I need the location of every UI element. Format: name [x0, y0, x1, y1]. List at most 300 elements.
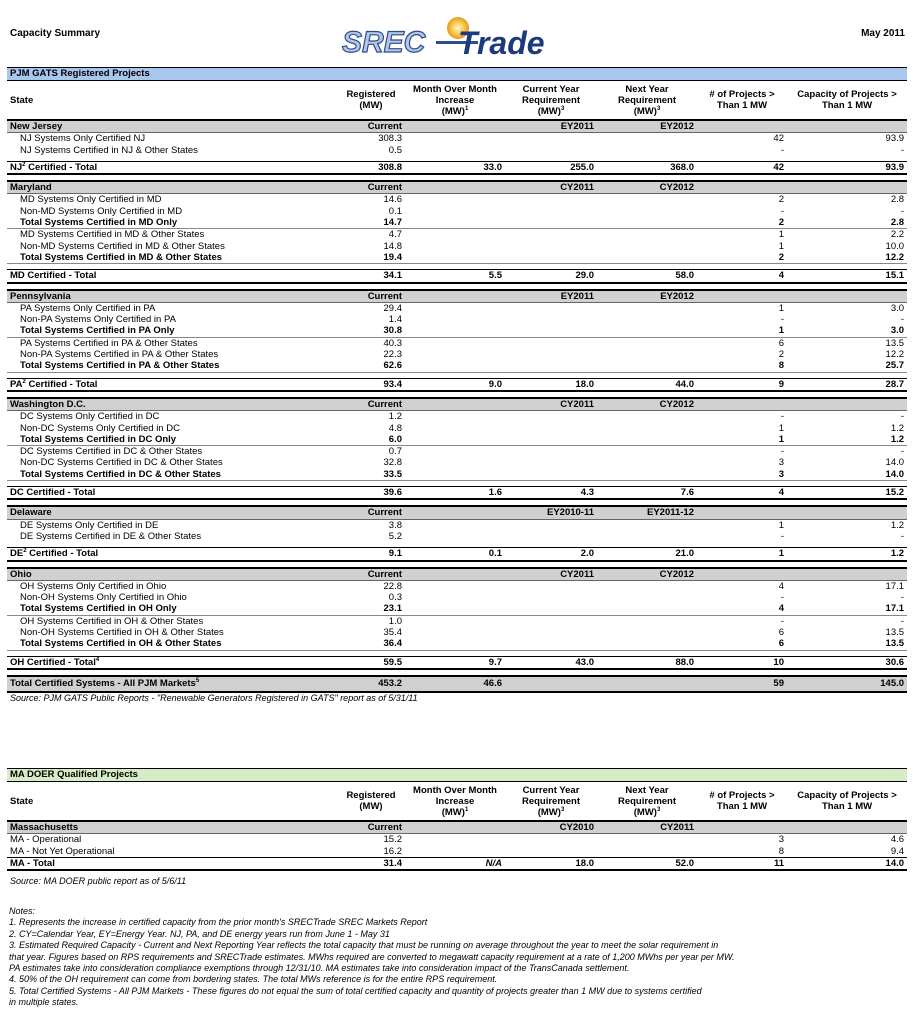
state-header-row — [7, 821, 907, 834]
row-label: Non-MD Systems Certified in MD & Other States — [20, 240, 225, 252]
state-col-blank — [405, 181, 505, 194]
table-row — [7, 846, 907, 858]
state-header-row — [7, 181, 907, 194]
table-row — [7, 302, 907, 314]
table-row — [7, 615, 907, 627]
svg-text:Trade: Trade — [458, 25, 545, 61]
table-row — [7, 627, 907, 638]
notes-section — [9, 906, 904, 1009]
row-num-projects: 2 — [697, 252, 787, 264]
row-num-projects: 1 — [697, 325, 787, 337]
row-current-year — [505, 302, 597, 314]
row-month-over-month — [405, 145, 505, 156]
total-capacity-projects: 14.0 — [787, 857, 907, 870]
grand-total-registered: 453.2 — [337, 676, 405, 692]
state-total-label: $PA^2$ Certified - Total — [7, 378, 337, 391]
row-next-year — [597, 434, 697, 446]
grand-total-capacity-projects: 145.0 — [787, 676, 907, 692]
row-capacity-projects: - — [900, 411, 905, 423]
col-num-projects: # of Projects > Than 1 MW — [697, 782, 787, 822]
table-row — [7, 834, 907, 846]
row-label: MD Systems Certified in MD & Other States — [20, 229, 205, 241]
row-label: Total Systems Certified in MD Only — [7, 217, 337, 229]
row-num-projects: 6 — [778, 626, 784, 638]
state-col-blank — [787, 568, 907, 581]
table-row — [7, 337, 907, 349]
total-next-year: 88.0 — [597, 656, 697, 669]
row-label: DC Systems Certified in DC & Other States — [20, 446, 203, 458]
svg-text:SREC: SREC — [342, 26, 426, 59]
row-registered: 0.3 — [388, 592, 402, 604]
row-num-projects: - — [780, 615, 784, 627]
row-num-projects: 2 — [778, 194, 784, 206]
total-capacity-projects: 15.1 — [787, 270, 907, 283]
state-header-row — [7, 398, 907, 411]
row-registered: 1.2 — [388, 411, 402, 423]
row-month-over-month — [405, 592, 505, 603]
row-label: Non-DC Systems Certified in DC & Other States — [20, 457, 223, 469]
state-col-next-year: CY2011 — [597, 821, 697, 834]
col-next-year: Next Year Requirement (MW)$^3$ — [597, 782, 697, 822]
total-capacity-projects: 15.2 — [787, 487, 907, 500]
total-registered: 34.1 — [337, 270, 405, 283]
row-next-year — [597, 145, 697, 156]
row-next-year — [597, 519, 697, 531]
column-header-row — [7, 782, 907, 822]
total-next-year: 7.6 — [597, 487, 697, 500]
row-blank — [505, 846, 597, 858]
row-label: Total Systems Certified in PA Only — [7, 325, 337, 337]
total-next-year: 368.0 — [597, 161, 697, 174]
row-current-year — [505, 580, 597, 592]
total-num-projects: 10 — [697, 656, 787, 669]
row-num-projects: 1 — [778, 240, 784, 252]
row-label: Non-PA Systems Only Certified in PA — [20, 314, 176, 326]
row-num-projects: - — [780, 530, 784, 542]
spacer-row — [7, 283, 907, 290]
total-num-projects: 42 — [697, 161, 787, 174]
row-num-projects: 1 — [778, 519, 784, 531]
state-total-row — [7, 857, 907, 870]
total-current-year: 4.3 — [505, 487, 597, 500]
row-registered: 23.1 — [337, 603, 405, 615]
row-capacity-projects: - — [900, 615, 905, 627]
source-row — [7, 692, 907, 704]
total-registered: 59.5 — [337, 656, 405, 669]
section-title — [7, 769, 907, 782]
row-month-over-month — [405, 423, 505, 434]
state-col-blank — [405, 290, 505, 303]
row-current-year — [505, 434, 597, 446]
notes-title: Notes: — [9, 906, 36, 916]
col-registered: Registered (MW) — [337, 81, 405, 121]
note-line: that year. Figures based on RPS requirements and SRECTrade estimates. MWhs required are converted to megawatt capacity requirement at a rate of 1,200 MWhs per year per MW. — [9, 951, 735, 962]
total-month-over-month: 9.7 — [405, 656, 505, 669]
section-title-label: PJM GATS Registered Projects — [7, 68, 907, 81]
state-col-blank — [787, 290, 907, 303]
total-num-projects: 4 — [697, 487, 787, 500]
total-month-over-month: 33.0 — [405, 161, 505, 174]
row-num-projects: - — [780, 205, 784, 217]
total-current-year: 2.0 — [505, 548, 597, 561]
total-month-over-month: 5.5 — [405, 270, 505, 283]
row-blank — [405, 846, 505, 858]
total-registered: 39.6 — [337, 487, 405, 500]
row-label: NJ Systems Only Certified NJ — [20, 133, 146, 145]
row-current-year — [505, 469, 597, 481]
row-blank — [505, 834, 597, 846]
row-current-year — [505, 592, 597, 603]
state-col-next-year: EY2011-12 — [597, 506, 697, 519]
grand-total-label: Total Certified Systems - All PJM Markets$^5$ — [7, 676, 337, 692]
col-registered: Registered (MW) — [337, 782, 405, 822]
state-col-current-year: CY2011 — [505, 568, 597, 581]
state-col-blank — [787, 120, 907, 133]
row-current-year — [505, 411, 597, 423]
state-total-row — [7, 487, 907, 500]
state-total-row — [7, 548, 907, 561]
note-line: 5. Total Certified Systems - All PJM Markets - These figures do not equal the sum of total certified capacity and quantity of projects greater than 1 MW due to systems certified — [9, 985, 702, 996]
ma-source: Source: MA DOER public report as of 5/6/11 — [10, 876, 187, 887]
row-current-year — [505, 446, 597, 458]
col-current-year: Current Year Requirement (MW)$^3$ — [505, 81, 597, 121]
state-col-current-year: CY2011 — [505, 398, 597, 411]
total-current-year: 29.0 — [505, 270, 597, 283]
table-row — [7, 519, 907, 531]
row-month-over-month — [405, 206, 505, 217]
total-month-over-month: 0.1 — [405, 548, 505, 561]
row-registered: 5.2 — [388, 530, 402, 542]
row-month-over-month — [405, 252, 505, 264]
spacer-cell — [7, 283, 907, 290]
table-row — [7, 217, 907, 229]
row-label: MD Systems Only Certified in MD — [20, 194, 162, 206]
row-current-year — [505, 531, 597, 542]
state-total-row — [7, 161, 907, 174]
total-month-over-month: 1.6 — [405, 487, 505, 500]
table-row — [7, 531, 907, 542]
row-blank — [405, 834, 505, 846]
state-col-blank — [405, 821, 505, 834]
state-col-current-year: CY2010 — [505, 821, 597, 834]
row-label: Non-DC Systems Only Certified in DC — [20, 422, 180, 434]
row-current-year — [505, 627, 597, 638]
col-capacity-projects: Capacity of Projects > Than 1 MW — [787, 782, 907, 822]
state-name: Massachusetts — [7, 821, 337, 834]
row-label: Total Systems Certified in OH & Other States — [7, 638, 337, 650]
row-num-projects: - — [780, 314, 784, 326]
state-col-next-year: EY2012 — [597, 290, 697, 303]
row-registered: 1.4 — [388, 314, 402, 326]
total-num-projects: 9 — [697, 378, 787, 391]
row-current-year — [505, 457, 597, 468]
row-label: Total Systems Certified in PA & Other States — [7, 360, 337, 372]
row-registered: 3.8 — [388, 519, 402, 531]
row-registered: 14.8 — [383, 240, 402, 252]
row-current-year — [505, 314, 597, 325]
row-next-year — [597, 360, 697, 372]
row-current-year — [505, 519, 597, 531]
col-month-over-month: Month Over Month Increase (MW)$^1$ — [405, 782, 505, 822]
row-num-projects: - — [780, 592, 784, 604]
spacer-row — [7, 669, 907, 676]
state-total-label: DC Certified - Total — [7, 487, 337, 500]
row-label: Non-OH Systems Only Certified in Ohio — [20, 592, 187, 604]
row-month-over-month — [405, 337, 505, 349]
state-col-current: Current — [337, 120, 405, 133]
total-registered: 308.8 — [337, 161, 405, 174]
total-num-projects: 11 — [697, 857, 787, 870]
row-capacity-projects: 2.8 — [890, 194, 905, 206]
state-name: Ohio — [7, 568, 337, 581]
state-col-blank — [405, 120, 505, 133]
total-month-over-month: N/A — [405, 857, 505, 870]
row-registered: 22.8 — [383, 580, 402, 592]
table-row — [7, 446, 907, 458]
state-name: Delaware — [7, 506, 337, 519]
state-name: Maryland — [7, 181, 337, 194]
state-col-blank — [787, 506, 907, 519]
spacer-row — [7, 174, 907, 181]
row-capacity-projects: 25.7 — [787, 360, 907, 372]
state-header-row — [7, 120, 907, 133]
row-next-year — [597, 638, 697, 650]
row-registered: 6.0 — [337, 434, 405, 446]
state-col-next-year: CY2012 — [597, 568, 697, 581]
row-label: OH Systems Certified in OH & Other States — [20, 615, 204, 627]
row-next-year — [597, 580, 697, 592]
row-label: MA - Operational — [10, 834, 82, 846]
note-line: PA estimates take into consideration compliance exemptions through 12/31/10. MA estimates take into consideration impact of the TransCanada settlement. — [9, 963, 630, 974]
row-num-projects: 8 — [697, 360, 787, 372]
note-line: 1. Represents the increase in certified capacity from the prior month's SRECTrade SREC Markets Report — [9, 917, 428, 928]
row-label: NJ Systems Certified in NJ & Other States — [20, 144, 198, 156]
row-next-year — [597, 531, 697, 542]
row-month-over-month — [405, 217, 505, 229]
row-next-year — [597, 206, 697, 217]
row-current-year — [505, 241, 597, 252]
report-date: May 2011 — [861, 28, 905, 39]
row-current-year — [505, 360, 597, 372]
table-row — [7, 241, 907, 252]
row-capacity-projects: 17.1 — [787, 603, 907, 615]
state-col-current: Current — [337, 506, 405, 519]
row-num-projects: - — [780, 411, 784, 423]
row-next-year — [597, 349, 697, 360]
row-capacity-projects: 12.2 — [787, 252, 907, 264]
row-next-year — [597, 252, 697, 264]
row-num-projects: 3 — [697, 469, 787, 481]
state-col-blank — [697, 506, 787, 519]
state-total-label: MD Certified - Total — [7, 270, 337, 283]
state-total-row — [7, 270, 907, 283]
row-registered: 32.8 — [383, 457, 402, 469]
total-registered: 9.1 — [337, 548, 405, 561]
state-col-blank — [697, 398, 787, 411]
state-col-blank — [697, 120, 787, 133]
row-current-year — [505, 133, 597, 145]
table-row — [7, 360, 907, 372]
row-num-projects: 3 — [778, 834, 784, 846]
total-next-year: 52.0 — [597, 857, 697, 870]
state-col-current: Current — [337, 181, 405, 194]
row-registered: 35.4 — [383, 626, 402, 638]
row-current-year — [505, 217, 597, 229]
row-month-over-month — [405, 349, 505, 360]
row-current-year — [505, 145, 597, 156]
state-col-blank — [697, 568, 787, 581]
row-capacity-projects: - — [900, 446, 905, 458]
table-row — [7, 229, 907, 241]
row-capacity-projects: 14.0 — [885, 457, 905, 469]
row-current-year — [505, 423, 597, 434]
row-blank — [597, 846, 697, 858]
row-label: PA Systems Certified in PA & Other States — [20, 337, 198, 349]
note-line: 4. 50% of the OH requirement can come from bordering states. The total MWs reference is for the entire RPS requirement. — [9, 974, 498, 985]
row-capacity-projects: 13.5 — [885, 337, 905, 349]
total-registered: 93.4 — [337, 378, 405, 391]
state-col-current: Current — [337, 290, 405, 303]
row-month-over-month — [405, 314, 505, 325]
row-month-over-month — [405, 446, 505, 458]
row-month-over-month — [405, 194, 505, 206]
state-col-current-year: EY2011 — [505, 120, 597, 133]
state-col-next-year: EY2012 — [597, 120, 697, 133]
row-registered: 16.2 — [383, 845, 402, 857]
state-total-row — [7, 378, 907, 391]
row-next-year — [597, 337, 697, 349]
row-label: Non-OH Systems Certified in OH & Other States — [20, 626, 224, 638]
row-label: OH Systems Only Certified in Ohio — [20, 580, 167, 592]
row-capacity-projects: 2.8 — [787, 217, 907, 229]
table-row — [7, 423, 907, 434]
row-label: MA - Not Yet Operational — [10, 845, 115, 857]
row-capacity-projects: - — [900, 314, 905, 326]
row-month-over-month — [405, 519, 505, 531]
srectrade-logo — [340, 14, 570, 62]
total-current-year: 43.0 — [505, 656, 597, 669]
note-line: 3. Estimated Required Capacity - Current and Next Reporting Year reflects the total capacity that must be running on average throughout the year to meet the solar requirement in — [9, 940, 719, 951]
state-col-current-year: EY2011 — [505, 290, 597, 303]
table-row — [7, 469, 907, 481]
row-capacity-projects: 1.2 — [890, 519, 905, 531]
grand-total-num-projects: 59 — [697, 676, 787, 692]
row-registered: 33.5 — [337, 469, 405, 481]
col-capacity-projects: Capacity of Projects > Than 1 MW — [787, 81, 907, 121]
row-next-year — [597, 469, 697, 481]
state-name: New Jersey — [7, 120, 337, 133]
row-next-year — [597, 133, 697, 145]
spacer-cell — [7, 669, 907, 676]
state-col-blank — [787, 398, 907, 411]
row-current-year — [505, 615, 597, 627]
grand-total-blank — [505, 676, 597, 692]
row-label: Total Systems Certified in OH Only — [7, 603, 337, 615]
row-registered: 40.3 — [383, 337, 402, 349]
row-registered: 0.5 — [388, 144, 402, 156]
row-num-projects: 6 — [697, 638, 787, 650]
row-num-projects: 4 — [778, 580, 784, 592]
state-col-next-year: CY2012 — [597, 398, 697, 411]
row-num-projects: 8 — [778, 845, 784, 857]
row-month-over-month — [405, 302, 505, 314]
row-num-projects: - — [780, 144, 784, 156]
row-month-over-month — [405, 457, 505, 468]
table-row — [7, 133, 907, 145]
section-title-label: MA DOER Qualified Projects — [7, 769, 907, 782]
row-current-year — [505, 229, 597, 241]
grand-total-blank — [597, 676, 697, 692]
row-next-year — [597, 194, 697, 206]
table-row — [7, 411, 907, 423]
row-label: Total Systems Certified in MD & Other States — [7, 252, 337, 264]
row-next-year — [597, 411, 697, 423]
note-line: 2. CY=Calendar Year, EY=Energy Year. NJ, PA, and DE energy years run from June 1 - May 31 — [9, 928, 390, 939]
row-registered: 4.8 — [388, 422, 402, 434]
table-row — [7, 638, 907, 650]
row-num-projects: 1 — [778, 302, 784, 314]
state-col-blank — [405, 568, 505, 581]
total-capacity-projects: 28.7 — [787, 378, 907, 391]
row-month-over-month — [405, 469, 505, 481]
row-month-over-month — [405, 615, 505, 627]
table-row — [7, 434, 907, 446]
table-row — [7, 145, 907, 156]
row-month-over-month — [405, 229, 505, 241]
total-num-projects: 4 — [697, 270, 787, 283]
row-next-year — [597, 592, 697, 603]
total-next-year: 58.0 — [597, 270, 697, 283]
row-num-projects: 2 — [697, 217, 787, 229]
state-name: Pennsylvania — [7, 290, 337, 303]
total-current-year: 255.0 — [505, 161, 597, 174]
row-current-year — [505, 194, 597, 206]
table-row — [7, 592, 907, 603]
table-row — [7, 206, 907, 217]
total-num-projects: 1 — [697, 548, 787, 561]
state-total-row — [7, 656, 907, 669]
row-registered: 4.7 — [388, 229, 402, 241]
row-label: Total Systems Certified in DC Only — [7, 434, 337, 446]
row-registered: 0.7 — [388, 446, 402, 458]
row-num-projects: 1 — [697, 434, 787, 446]
spacer-cell — [7, 391, 907, 398]
total-month-over-month: 9.0 — [405, 378, 505, 391]
total-capacity-projects: 93.9 — [787, 161, 907, 174]
row-next-year — [597, 302, 697, 314]
row-num-projects: - — [780, 446, 784, 458]
row-month-over-month — [405, 580, 505, 592]
row-month-over-month — [405, 531, 505, 542]
row-current-year — [505, 252, 597, 264]
col-state: State — [7, 81, 337, 121]
spacer-cell — [7, 499, 907, 506]
table-row — [7, 603, 907, 615]
total-next-year: 44.0 — [597, 378, 697, 391]
col-current-year: Current Year Requirement (MW)$^3$ — [505, 782, 597, 822]
grand-total-month-over-month: 46.6 — [405, 676, 505, 692]
state-col-blank — [405, 398, 505, 411]
row-registered: 29.4 — [383, 302, 402, 314]
grand-total-row — [7, 676, 907, 692]
row-num-projects: 3 — [778, 457, 784, 469]
row-month-over-month — [405, 411, 505, 423]
state-col-current: Current — [337, 821, 405, 834]
row-registered: 62.6 — [337, 360, 405, 372]
state-total-label: $NJ^2$ Certified - Total — [7, 161, 337, 174]
row-registered: 14.7 — [337, 217, 405, 229]
table-row — [7, 325, 907, 337]
